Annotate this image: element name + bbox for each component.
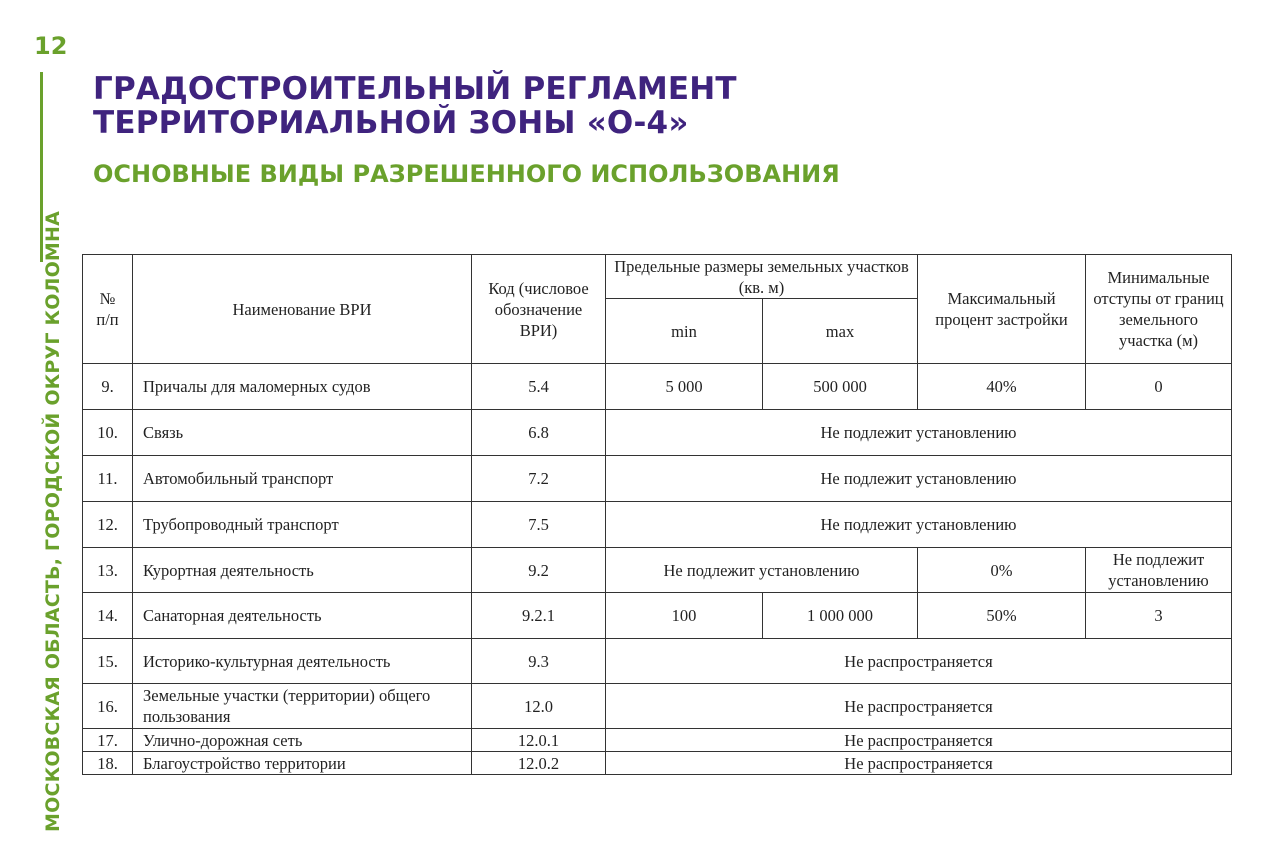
row-name: Курортная деятельность [133,548,472,593]
row-percent: 50% [918,593,1086,639]
row-num: 12. [83,502,133,548]
table-row [83,684,1232,729]
title-line-2: ТЕРРИТОРИАЛЬНОЙ ЗОНЫ «О-4» [93,105,689,141]
table-row [83,752,1232,775]
section-subtitle: ОСНОВНЫЕ ВИДЫ РАЗРЕШЕННОГО ИСПОЛЬЗОВАНИЯ [93,160,840,188]
table-row [83,456,1232,502]
row-num: 14. [83,593,133,639]
header-percent: Максимальный процент застройки [918,255,1086,364]
row-setback: 0 [1086,364,1232,410]
side-caption: МОСКОВСКАЯ ОБЛАСТЬ, ГОРОДСКОЙ ОКРУГ КОЛОМНА [42,210,64,832]
header-row [83,255,1232,299]
title-line-1: ГРАДОСТРОИТЕЛЬНЫЙ РЕГЛАМЕНТ [93,71,737,107]
row-name: Земельные участки (территории) общего пользования [133,684,472,729]
row-merged-value: Не подлежит установлению [606,456,1232,502]
header-code: Код (числовое обозначение ВРИ) [472,255,606,364]
row-max: 1 000 000 [763,593,918,639]
table-row [83,593,1232,639]
regulation-table [82,254,1232,775]
row-num: 15. [83,639,133,684]
row-merged-value: Не распространяется [606,752,1232,775]
row-percent: 0% [918,548,1086,593]
row-min: 5 000 [606,364,763,410]
row-num: 10. [83,410,133,456]
row-percent: 40% [918,364,1086,410]
header-sizes: Предельные размеры земельных участков (кв. м) [606,255,918,299]
row-name: Связь [133,410,472,456]
header-num [83,255,133,364]
row-code: 9.3 [472,639,606,684]
row-num: 11. [83,456,133,502]
row-num: 17. [83,729,133,752]
row-code: 9.2.1 [472,593,606,639]
row-name: Трубопроводный транспорт [133,502,472,548]
row-min: 100 [606,593,763,639]
row-code: 12.0.2 [472,752,606,775]
header-max: max [763,299,918,364]
row-code: 12.0 [472,684,606,729]
row-name: Историко-культурная деятельность [133,639,472,684]
row-name: Улично-дорожная сеть [133,729,472,752]
row-merged-value: Не распространяется [606,684,1232,729]
page-title [93,72,737,140]
row-num: 13. [83,548,133,593]
row-max: 500 000 [763,364,918,410]
page-number: 12 [34,32,68,60]
row-name: Благоустройство территории [133,752,472,775]
row-setback: 3 [1086,593,1232,639]
row-merged-value: Не распространяется [606,729,1232,752]
table-row [83,410,1232,456]
header-name: Наименование ВРИ [133,255,472,364]
table-row [83,364,1232,410]
table-row [83,502,1232,548]
table-row [83,548,1232,593]
row-code: 6.8 [472,410,606,456]
row-merged-value: Не подлежит установлению [606,502,1232,548]
header-min: min [606,299,763,364]
row-merged-value: Не подлежит установлению [606,410,1232,456]
row-code: 7.2 [472,456,606,502]
row-name: Санаторная деятельность [133,593,472,639]
table-row [83,729,1232,752]
table-row [83,639,1232,684]
header-num-line1: № [99,289,116,308]
row-code: 7.5 [472,502,606,548]
row-setback: Не подлежит установлению [1086,548,1232,593]
row-name: Автомобильный транспорт [133,456,472,502]
row-name: Причалы для маломерных судов [133,364,472,410]
row-code: 9.2 [472,548,606,593]
row-num: 16. [83,684,133,729]
row-num: 9. [83,364,133,410]
row-num: 18. [83,752,133,775]
row-code: 12.0.1 [472,729,606,752]
header-setback: Минимальные отступы от границ земельного участка (м) [1086,255,1232,364]
row-sizes-merged: Не подлежит установлению [606,548,918,593]
row-merged-value: Не распространяется [606,639,1232,684]
header-num-line2: п/п [96,310,119,329]
row-code: 5.4 [472,364,606,410]
